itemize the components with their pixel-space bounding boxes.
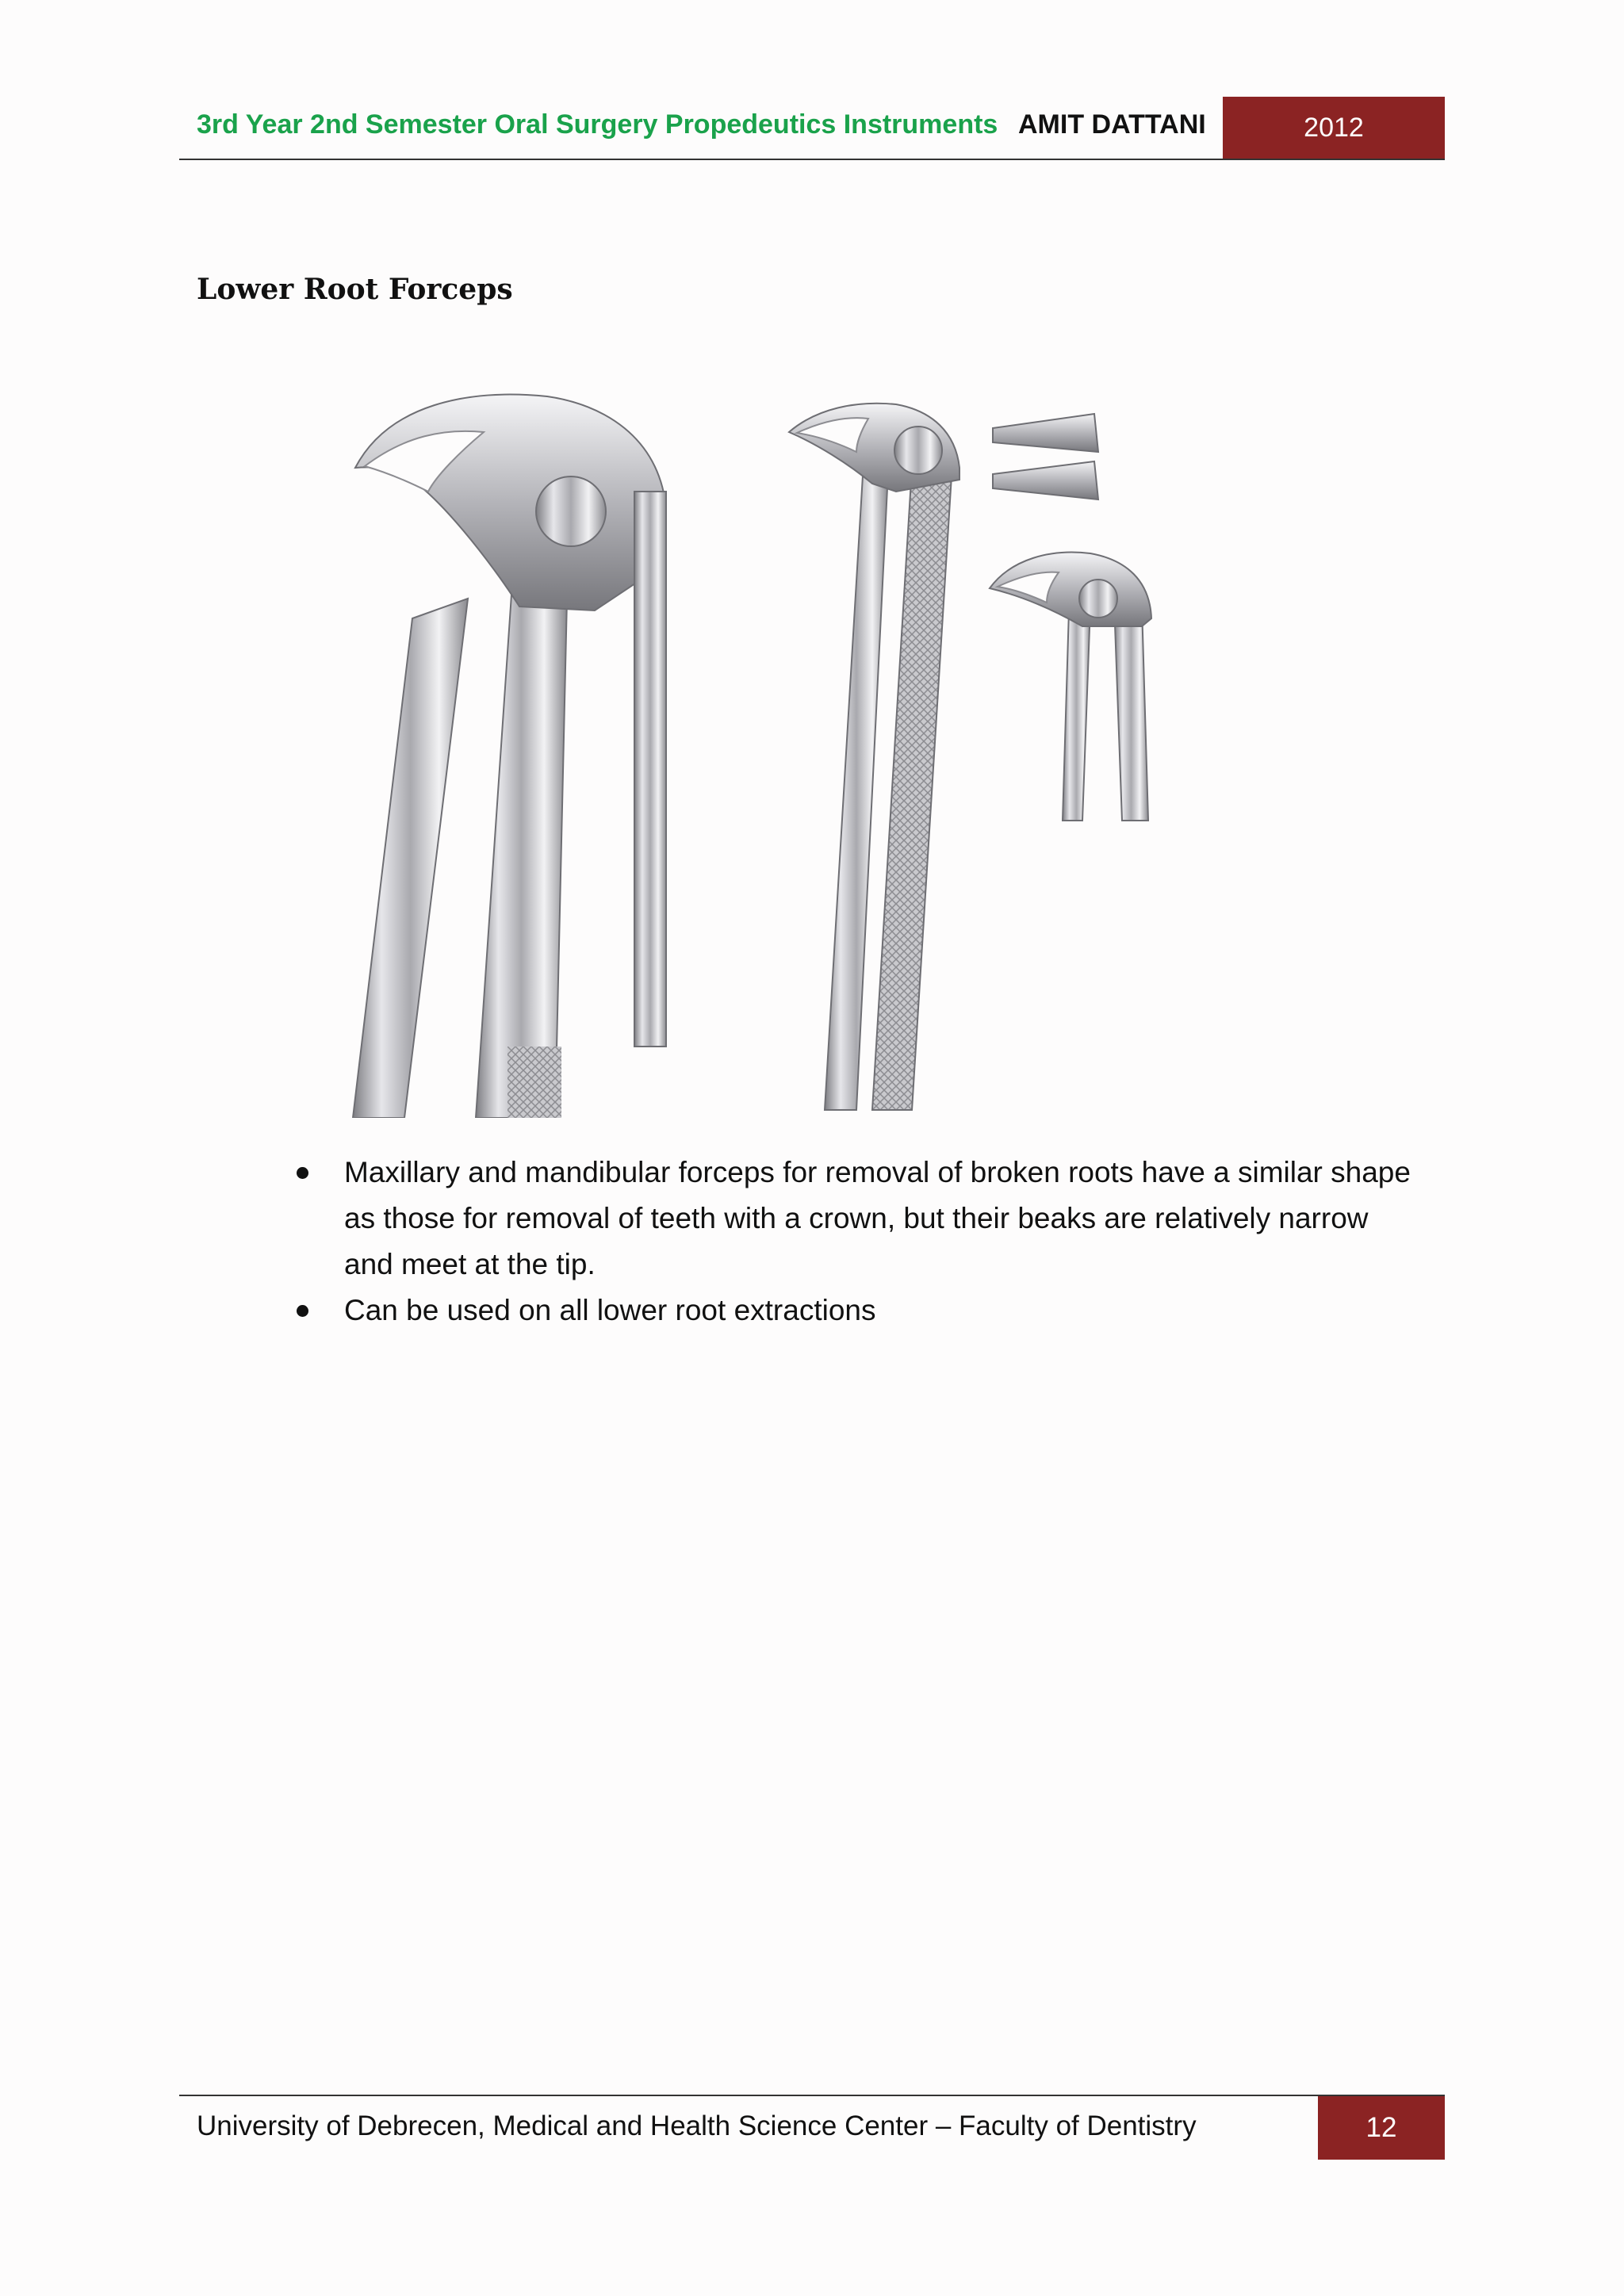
page-number-box: 12 xyxy=(1318,2096,1445,2160)
forceps-illustration xyxy=(341,373,1213,1118)
beak-detail-image xyxy=(993,414,1098,499)
small-forceps-image xyxy=(990,553,1151,821)
section-heading: Lower Root Forceps xyxy=(197,273,513,306)
list-item-text: Can be used on all lower root extractions xyxy=(344,1294,876,1326)
forceps-figure xyxy=(341,373,1213,1118)
bullet-icon xyxy=(297,1167,308,1179)
header-author: AMIT DATTANI xyxy=(1018,109,1206,140)
list-item xyxy=(290,1150,1416,1288)
header-year-box: 2012 xyxy=(1223,97,1445,159)
bullet-icon xyxy=(297,1305,308,1317)
list-item-text: Maxillary and mandibular forceps for removal of broken roots have a similar shape as those for removal of teeth with a crown, but their beaks are relatively narrow and meet at the tip. xyxy=(344,1156,1411,1280)
footer-institution: University of Debrecen, Medical and Health Science Center – Faculty of Dentistry xyxy=(197,2110,1197,2141)
bullet-list xyxy=(290,1150,1416,1334)
header-title: 3rd Year 2nd Semester Oral Surgery Propedeutics Instruments xyxy=(197,109,998,140)
large-forceps-image xyxy=(353,395,666,1118)
list-item xyxy=(290,1288,1416,1334)
page-header xyxy=(179,97,1445,160)
page-footer xyxy=(179,2095,1445,2160)
